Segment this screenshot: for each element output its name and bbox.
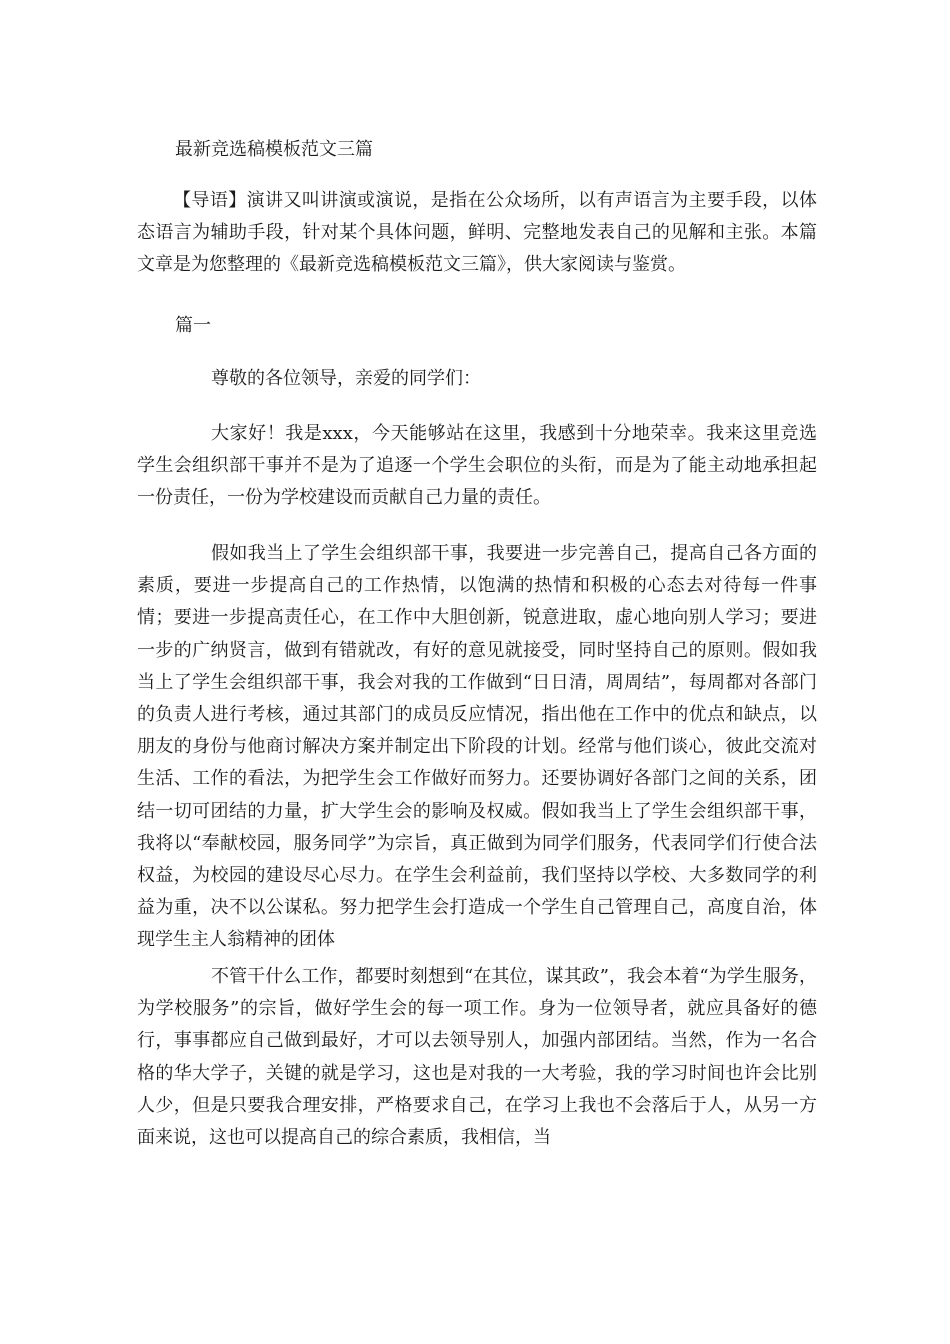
body-paragraph-1: 大家好！我是xxx，今天能够站在这里，我感到十分地荣幸。我来这里竞选学生会组织部干事并不是为了追逐一个学生会职位的头衔，而是为了能主动地承担起一份责任，一份为学校建设而贡献自己力量的责任。 (137, 423, 817, 509)
section-heading: 篇一 (175, 315, 211, 336)
body-paragraph-2: 假如我当上了学生会组织部干事，我要进一步完善自己，提高自己各方面的素质，要进一步提高自己的工作热情，以饱满的热情和积极的心态去对待每一件事情；要进一步提高责任心，在工作中大胆创新，锐意进取，虚心地向别人学习；要进一步的广纳贤言，做到有错就改，有好的意见就接受，同时坚持自己的原则。假如我当上了学生会组织部干事，我会对我的工作做到“日日清，周周结”，每周都对各部门的负责人进行考核，通过其部门的成员反应情况，指出他在工作中的优点和缺点，以朋友的身份与他商讨解决方案并制定出下阶段的计划。经常与他们谈心，彼此交流对生活、工作的看法，为把学生会工作做好而努力。还要协调好各部门之间的关系，团结一切可团结的力量，扩大学生会的影响及权威。假如我当上了学生会组织部干事，我将以“奉献校园，服务同学”为宗旨，真正做到为同学们服务，代表同学们行使合法权益，为校园的建设尽心尽力。在学生会利益前，我们坚持以学校、大多数同学的利益为重，决不以公谋私。努力把学生会打造成一个学生自己管理自己，高度自治，体现学生主人翁精神的团体 (137, 543, 817, 951)
greeting-line: 尊敬的各位领导，亲爱的同学们： (211, 368, 481, 389)
document-title: 最新竞选稿模板范文三篇 (175, 139, 373, 160)
body-paragraph-3: 不管干什么工作，都要时刻想到“在其位，谋其政”，我会本着“为学生服务，为学校服务”的宗旨，做好学生会的每一项工作。身为一位领导者，就应具备好的德行，事事都应自己做到最好，才可以去领导别人，加强内部团结。当然，作为一名合格的华大学子，关键的就是学习，这也是对我的一大考验，我的学习时间也许会比别人少，但是只要我合理安排，严格要求自己，在学习上我也不会落后于人，从另一方面来说，这也可以提高自己的综合素质，我相信，当 (137, 966, 817, 1149)
intro-paragraph: 【导语】演讲又叫讲演或演说，是指在公众场所，以有声语言为主要手段，以体态语言为辅助手段，针对某个具体问题，鲜明、完整地发表自己的见解和主张。本篇文章是为您整理的《最新竞选稿模板范文三篇》，供大家阅读与鉴赏。 (137, 190, 817, 276)
